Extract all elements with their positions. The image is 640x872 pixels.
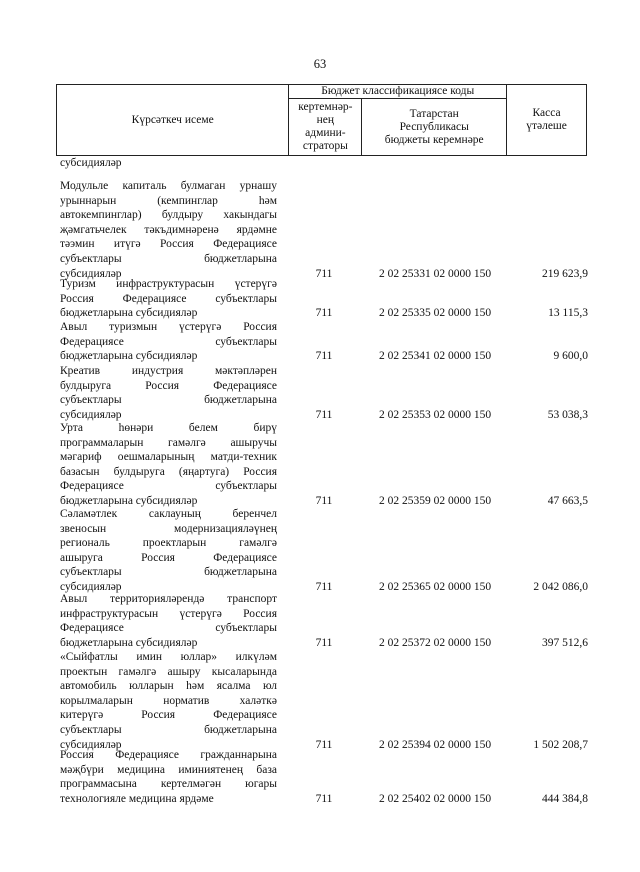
indicator-name-line: региональ проектларын гамәлгә [60,537,277,550]
indicator-name [60,421,277,509]
indicator-name [60,179,277,281]
revenue-code: 2 02 25372 02 0000 150 [378,636,492,649]
administrator-code: 711 [315,738,333,751]
header-administrators: кертемнәр- нең админи- страторы [289,99,362,156]
indicator-name-line: бюджетларына субсидияләр [60,350,198,363]
cash-amount: 397 512,6 [542,636,588,649]
indicator-name-line: субъектлары бюджетларына [60,566,277,579]
table-row [0,421,640,509]
administrator-code: 711 [315,350,333,363]
revenue-code: 2 02 25353 02 0000 150 [378,408,492,421]
indicator-name-line: программаларын гамәлгә ашыручы [60,436,277,449]
indicator-name [60,156,277,171]
administrator-code: 711 [315,307,333,320]
indicator-name-line: Авыл туризмын үстерүгә Россия [60,321,277,333]
table-header [56,84,587,156]
indicator-name [60,320,277,364]
indicator-name-line: тәэмин итүгә Россия Федерациясе [60,238,277,251]
indicator-name-line: технологияле медицина ярдәме [60,792,214,805]
indicator-name-line: булдыруга Россия Федерациясе [60,379,277,392]
table-row [0,179,640,281]
indicator-name-line: субъектлары бюджетларына [60,394,277,407]
indicator-name-line: урыннарын (кемпинглар һәм [60,194,277,207]
revenue-code: 2 02 25331 02 0000 150 [378,267,492,280]
indicator-name-line: Федерациясе субъектлары [60,622,277,635]
indicator-name-line: Федерациясе субъектлары [60,480,277,493]
indicator-name-line: бюджетларына субсидияләр [60,307,198,320]
administrator-code: 711 [315,636,333,649]
table-row [0,156,640,171]
administrator-code: 711 [315,495,333,507]
revenue-code: 2 02 25359 02 0000 150 [378,495,492,507]
indicator-name-line: корылмаларын норматив халәткә [60,694,277,707]
header-tatarstan-revenue: Татарстан Республикасы бюджеты керемнәре [362,99,507,156]
indicator-name-line: субсидияләр [60,157,122,169]
indicator-name [60,748,277,806]
table-row [0,320,640,364]
table-row [0,650,640,752]
indicator-name-line: Россия Федерациясе гражданнарына [60,749,277,761]
cash-amount: 53 038,3 [547,408,588,421]
indicator-name-line: Сәламәтлек саклауның беренчел [60,508,277,520]
table-row [0,748,640,806]
indicator-name-line: бюджетларына субсидияләр [60,494,198,507]
indicator-name [60,277,277,321]
indicator-name-line: субсидияләр [60,738,122,751]
indicator-name-line: ашыруга Россия Федерациясе [60,551,277,564]
cash-amount: 47 663,5 [547,495,588,507]
table-row [0,364,640,422]
indicator-name [60,592,277,650]
administrator-code: 711 [315,792,333,805]
table-row [0,277,640,321]
revenue-code: 2 02 25335 02 0000 150 [378,307,492,320]
administrator-code: 711 [315,581,333,593]
indicator-name-line: «Сыйфатлы имин юллар» илкүләм [60,651,277,663]
indicator-name-line: Россия Федерациясе субъектлары [60,292,277,305]
indicator-name-line: җәмгатьчелек тәкъдимнәренә ярдәмне [60,223,277,236]
indicator-name-line: Креатив индустрия мәктәпләрен [60,365,277,377]
cash-amount: 13 115,3 [548,307,588,320]
indicator-name-line: Модульле капиталь булмаган урнашу [60,180,277,192]
indicator-name-line: Туризм инфраструктурасын үстерүгә [60,278,277,290]
administrator-code: 711 [315,267,333,280]
indicator-name-line: автомобиль юлларын һәм ясалма юл [60,680,277,693]
administrator-code: 711 [315,408,333,421]
indicator-name-line: субсидияләр [60,267,122,280]
revenue-code: 2 02 25365 02 0000 150 [378,581,492,593]
indicator-name-line: китерүгә Россия Федерациясе [60,709,277,722]
indicator-name-line: автокемпинглар) булдыру хакындагы [60,209,277,222]
cash-amount: 2 042 086,0 [533,581,588,593]
indicator-name-line: мәгариф оешмаларының матди-техник [60,451,277,464]
header-budget-codes: Бюджет классификациясе коды [289,85,507,99]
revenue-code: 2 02 25394 02 0000 150 [378,738,492,751]
indicator-name-line: бюджетларына субсидияләр [60,636,198,649]
indicator-name-line: программасына кертелмәгән югары [60,778,277,791]
cash-amount: 444 384,8 [542,792,588,805]
indicator-name-line: субъектлары бюджетларына [60,252,277,265]
revenue-code: 2 02 25402 02 0000 150 [378,792,492,805]
indicator-name-line: базасын булдыруга (яңартуга) Россия [60,465,277,478]
indicator-name-line: субсидияләр [60,408,122,421]
cash-amount: 219 623,9 [542,267,588,280]
indicator-name-line: проектын гамәлгә ашыру кысаларында [60,665,277,678]
header-indicator: Күрсәткеч исеме [57,85,289,156]
indicator-name-line: Урта һөнәри белем бирү [60,422,277,434]
indicator-name-line: субсидияләр [60,580,122,593]
header-cash: Касса үтәлеше [507,85,587,156]
page-number: 63 [313,57,327,71]
indicator-name [60,507,277,595]
table-row [0,592,640,650]
cash-amount: 1 502 208,7 [533,738,588,751]
indicator-name-line: Авыл территорияләрендә транспорт [60,593,277,605]
indicator-name [60,650,277,752]
indicator-name-line: субъектлары бюджетларына [60,723,277,736]
indicator-name-line: звеносын модернизацияләүнең [60,522,277,535]
indicator-name-line: инфраструктурасын үстерүгә Россия [60,607,277,620]
indicator-name-line: Федерациясе субъектлары [60,335,277,348]
revenue-code: 2 02 25341 02 0000 150 [378,350,492,363]
indicator-name [60,364,277,422]
table-row [0,507,640,595]
indicator-name-line: мәҗбүри медицина иминиятенең база [60,763,277,776]
cash-amount: 9 600,0 [553,350,588,363]
